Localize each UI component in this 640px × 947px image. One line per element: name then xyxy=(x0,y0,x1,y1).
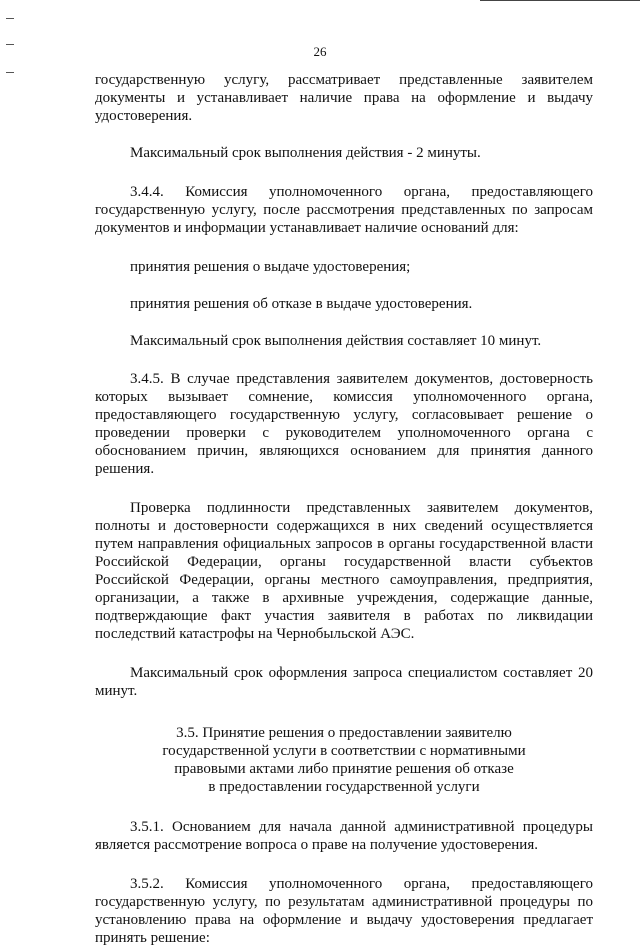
section-heading-line: 3.5. Принятие решения о предоставлении заявителю xyxy=(176,725,512,741)
paragraph-issue-decision: принятия решения о выдаче удостоверения; xyxy=(130,259,411,275)
paragraph-max-time-10min: Максимальный срок выполнения действия составляет 10 минут. xyxy=(130,333,542,349)
paragraph-max-time-20min: Максимальный срок оформления запроса специалистом составляет 20 минут. xyxy=(95,665,593,699)
paragraph-continuation: государственную услугу, рассматривает представленные заявителем документы и устанавливает наличие права на оформление и выдачу удостоверения. xyxy=(95,72,593,124)
paragraph-3-5-1: 3.5.1. Основанием для начала данной административной процедуры является рассмотрение вопроса о праве на получение удостоверения. xyxy=(95,819,593,853)
scan-edge-line xyxy=(480,0,640,1)
scan-mark xyxy=(6,18,14,19)
page-number: 26 xyxy=(313,44,327,59)
section-heading-line: в предоставлении государственной услуги xyxy=(208,779,480,795)
section-heading-line: правовыми актами либо принятие решения об отказе xyxy=(174,761,514,777)
document-body xyxy=(95,71,593,947)
scan-mark xyxy=(6,72,14,73)
paragraph-verification: Проверка подлинности представленных заявителем документов, полноты и достоверности содержащихся в них сведений осуществляется путем направления официальных запросов в органы государственной власти Российской Федерации, органы государственной власти субъектов Российской Федерации, органы местного самоуправления, предприятия, организации, а также в архивные учреждения, содержащие данные, подтверждающие факт участия заявителя в работах по ликвидации последствий катастрофы на Чернобыльской АЭС. xyxy=(95,500,593,642)
section-heading-3-5 xyxy=(95,724,593,796)
paragraph-max-time-2min: Максимальный срок выполнения действия - 2 минуты. xyxy=(130,145,481,161)
paragraph-3-4-4: 3.4.4. Комиссия уполномоченного органа, предоставляющего государственную услугу, после рассмотрения представленных по запросам документов и информации устанавливает наличие оснований для: xyxy=(95,184,593,236)
paragraph-3-4-5: 3.4.5. В случае представления заявителем документов, достоверность которых вызывает сомнение, комиссия уполномоченного органа, предоставляющего государственную услугу, согласовывает решение о проведении проверки с руководителем уполномоченного органа с обоснованием причин, являющихся основанием для принятия данного решения. xyxy=(95,371,593,477)
paragraph-refusal-decision: принятия решения об отказе в выдаче удостоверения. xyxy=(130,296,473,312)
paragraph-3-5-2: 3.5.2. Комиссия уполномоченного органа, предоставляющего государственную услугу, по результатам административной процедуры по установлению права на оформление и выдачу удостоверения предлагает принять решение: xyxy=(95,876,593,946)
section-heading-line: государственной услуги в соответствии с нормативными xyxy=(162,743,526,759)
